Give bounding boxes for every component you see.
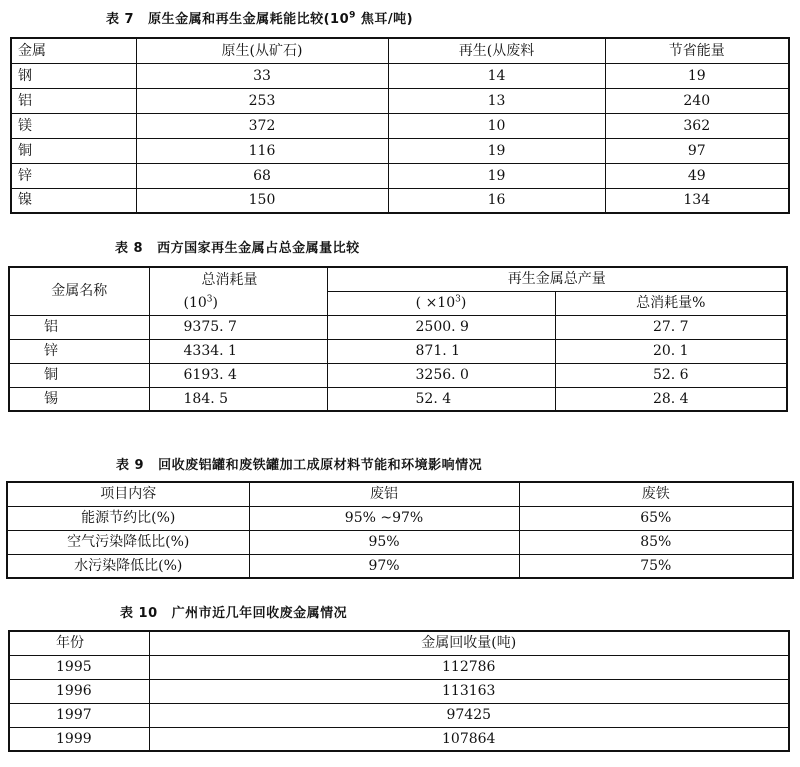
table10-cell-amount: 97425: [149, 703, 789, 727]
table7-cell-primary: 33: [136, 63, 388, 88]
table7-caption-number: 表 7: [106, 12, 135, 27]
table7: [10, 37, 790, 214]
table8-cell-recycled: 52. 4: [327, 387, 555, 411]
table9-header-aluminum: 废铝: [249, 482, 519, 506]
table8-cell-name: 铜: [9, 363, 149, 387]
table10-cell-amount: 112786: [149, 655, 789, 679]
table7-cell-saved: 49: [605, 163, 789, 188]
table9-cell-aluminum: 97%: [249, 554, 519, 578]
table7-cell-recycled: 14: [388, 63, 605, 88]
table9-header-row: [7, 482, 793, 506]
table7-caption: [106, 8, 413, 27]
table8-header-row-1: [9, 267, 787, 291]
table7-cell-saved: 240: [605, 88, 789, 113]
table10-cell-amount: 113163: [149, 679, 789, 703]
table7-header-primary: 原生(从矿石): [136, 38, 388, 63]
table7-header-saved: 节省能量: [605, 38, 789, 63]
table7-cell-saved: 97: [605, 138, 789, 163]
table-row: [9, 727, 789, 751]
table8-caption-text: 西方国家再生金属占总金属量比较: [157, 241, 360, 256]
table7-cell-primary: 253: [136, 88, 388, 113]
table8-header-total-unit-text: (10: [183, 294, 207, 311]
table-row: [9, 387, 787, 411]
table10: [8, 630, 790, 752]
table8-cell-name: 铝: [9, 315, 149, 339]
table10-header-year: 年份: [9, 631, 149, 655]
table7-cell-metal: 钢: [11, 63, 136, 88]
table8-header-recycled-unit-exponent: 3: [455, 294, 461, 305]
table8-cell-recycled: 3256. 0: [327, 363, 555, 387]
table8-header-total-unit-exponent: 3: [206, 294, 213, 305]
table8-cell-recycled: 2500. 9: [327, 315, 555, 339]
table-row: [9, 703, 789, 727]
table9-cell-item: 空气污染降低比(%): [7, 530, 249, 554]
table10-caption-text: 广州市近几年回收废金属情况: [171, 606, 348, 621]
table7-cell-recycled: 16: [388, 188, 605, 213]
table10-cell-year: 1999: [9, 727, 149, 751]
table-row: [11, 163, 789, 188]
table7-cell-recycled: 10: [388, 113, 605, 138]
table8-cell-total: 4334. 1: [149, 339, 327, 363]
table9-header-iron: 废铁: [519, 482, 793, 506]
table8-caption-number: 表 8: [115, 241, 144, 256]
table10-header-row: [9, 631, 789, 655]
table8-header-pct: 总消耗量%: [555, 291, 787, 315]
table8: [8, 266, 788, 412]
table10-cell-year: 1997: [9, 703, 149, 727]
table7-cell-metal: 铝: [11, 88, 136, 113]
table8-cell-total: 6193. 4: [149, 363, 327, 387]
table-row: [11, 188, 789, 213]
table8-cell-pct: 20. 1: [555, 339, 787, 363]
table-row: [9, 363, 787, 387]
table7-cell-metal: 铜: [11, 138, 136, 163]
table7-cell-saved: 19: [605, 63, 789, 88]
table9-caption: [116, 454, 482, 473]
table7-header-row: [11, 38, 789, 63]
table8-cell-total: 9375. 7: [149, 315, 327, 339]
table-row: [9, 679, 789, 703]
table8-caption: [115, 237, 360, 256]
table9-caption-text: 回收废铝罐和废铁罐加工成原材料节能和环境影响情况: [158, 458, 483, 473]
table7-caption-text: 原生金属和再生金属耗能比较(10: [148, 12, 350, 27]
table7-cell-primary: 150: [136, 188, 388, 213]
table-row: [11, 63, 789, 88]
table7-cell-primary: 372: [136, 113, 388, 138]
table9-cell-iron: 65%: [519, 506, 793, 530]
table7-header-metal: 金属: [11, 38, 136, 63]
table7-caption-unit: 焦耳/吨): [355, 12, 414, 27]
table10-cell-year: 1996: [9, 679, 149, 703]
table-row: [7, 506, 793, 530]
table8-header-total-unit-close: ): [212, 294, 218, 311]
table7-cell-recycled: 19: [388, 163, 605, 188]
table8-header-name: 金属名称: [9, 267, 149, 315]
table9-cell-iron: 85%: [519, 530, 793, 554]
table-row: [9, 655, 789, 679]
table-row: [9, 315, 787, 339]
table7-cell-metal: 镁: [11, 113, 136, 138]
table7-cell-metal: 镍: [11, 188, 136, 213]
table7-cell-primary: 68: [136, 163, 388, 188]
table9-header-item: 项目内容: [7, 482, 249, 506]
table-row: [11, 113, 789, 138]
table9-cell-aluminum: 95%: [249, 530, 519, 554]
table10-cell-year: 1995: [9, 655, 149, 679]
table7-cell-saved: 134: [605, 188, 789, 213]
table8-header-total-unit: [149, 291, 327, 315]
table8-cell-total: 184. 5: [149, 387, 327, 411]
table8-header-recycled-unit-text: ( ×10: [415, 295, 456, 311]
table-row: [7, 554, 793, 578]
table8-header-total: 总消耗量: [149, 267, 327, 291]
table8-cell-name: 锡: [9, 387, 149, 411]
table10-caption: [120, 602, 347, 621]
table8-header-recycled-unit-close: ): [460, 295, 467, 311]
table10-header-amount: 金属回收量(吨): [149, 631, 789, 655]
table7-cell-metal: 锌: [11, 163, 136, 188]
table9-cell-item: 能源节约比(%): [7, 506, 249, 530]
table-row: [7, 530, 793, 554]
table8-cell-pct: 27. 7: [555, 315, 787, 339]
table9-cell-item: 水污染降低比(%): [7, 554, 249, 578]
table7-header-recycled: 再生(从废料: [388, 38, 605, 63]
table8-cell-recycled: 871. 1: [327, 339, 555, 363]
table7-cell-primary: 116: [136, 138, 388, 163]
table8-cell-pct: 52. 6: [555, 363, 787, 387]
table7-cell-recycled: 13: [388, 88, 605, 113]
table8-header-recycled-unit: [327, 291, 555, 315]
table7-cell-recycled: 19: [388, 138, 605, 163]
table-row: [9, 339, 787, 363]
table9-cell-aluminum: 95% ~97%: [249, 506, 519, 530]
table8-cell-pct: 28. 4: [555, 387, 787, 411]
table8-header-recycled: 再生金属总产量: [327, 267, 787, 291]
table9-caption-number: 表 9: [116, 458, 145, 473]
table-row: [11, 88, 789, 113]
table8-cell-name: 锌: [9, 339, 149, 363]
table9: [6, 481, 794, 579]
table10-caption-number: 表 10: [120, 606, 158, 621]
table7-cell-saved: 362: [605, 113, 789, 138]
table9-cell-iron: 75%: [519, 554, 793, 578]
table7-caption-exponent: 9: [349, 10, 356, 21]
table-row: [11, 138, 789, 163]
table10-cell-amount: 107864: [149, 727, 789, 751]
